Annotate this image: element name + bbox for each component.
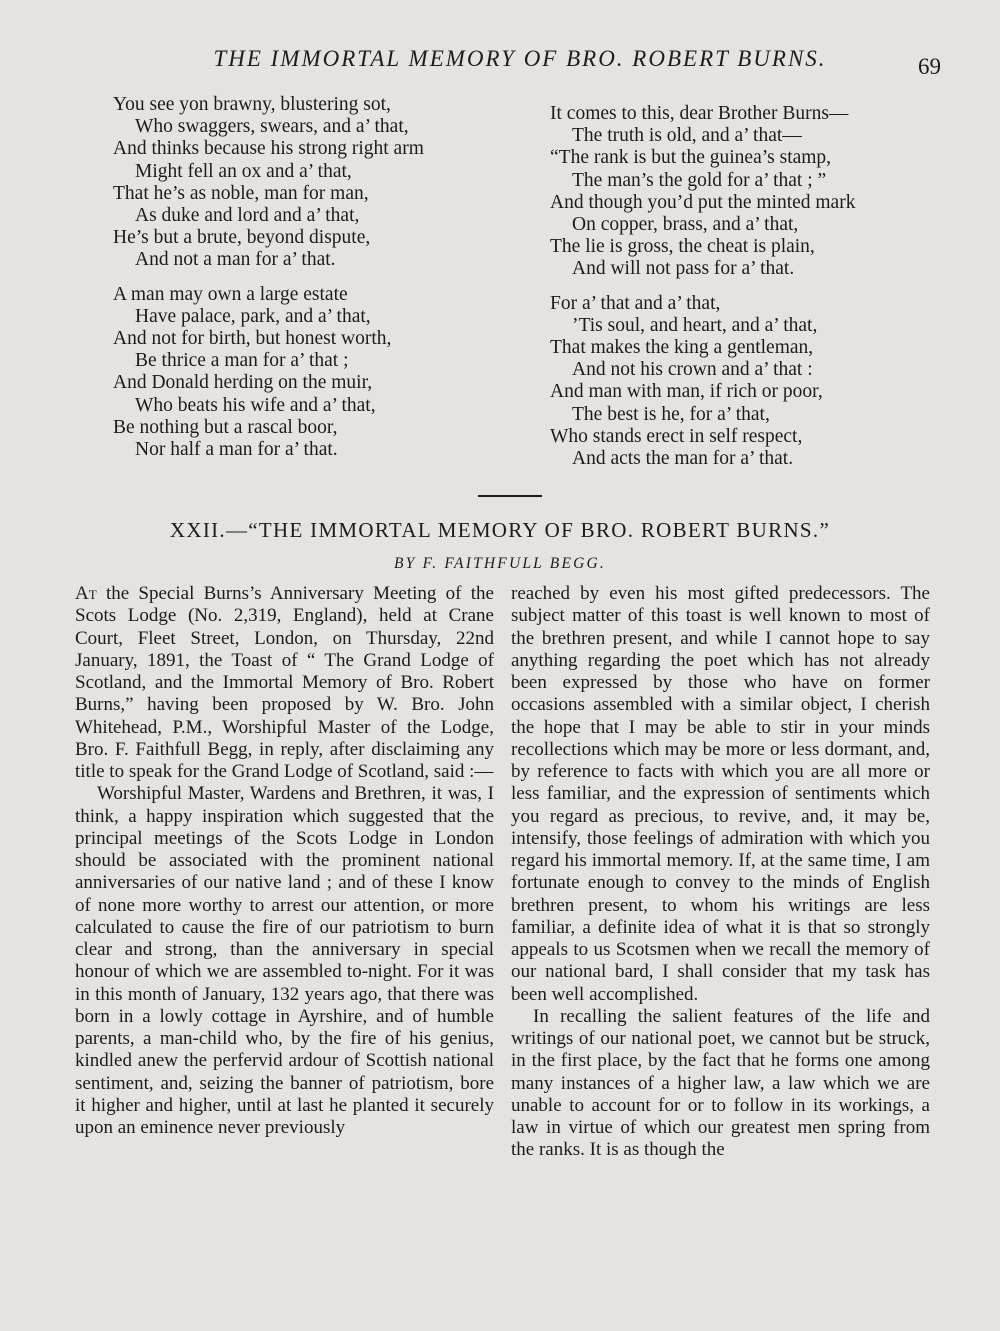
poem-line: The best is he, for a’ that, — [572, 403, 770, 425]
article-title: XXII.—“THE IMMORTAL MEMORY OF BRO. ROBERT BURNS.” — [169, 518, 831, 542]
poem-line: Might fell an ox and a’ that, — [135, 160, 352, 182]
page-number: 69 — [918, 54, 941, 79]
poem-line: You see yon brawny, blustering sot, — [113, 94, 391, 115]
poem-line: And man with man, if rich or poor, — [550, 381, 823, 403]
poem-line: ’Tis soul, and heart, and a’ that, — [572, 314, 818, 336]
poem-line: The lie is gross, the cheat is plain, — [550, 236, 815, 258]
poem-left-column — [113, 94, 513, 473]
running-head: THE IMMORTAL MEMORY OF BRO. ROBERT BURNS. — [213, 46, 827, 71]
poem-line: Who beats his wife and a’ that, — [135, 394, 376, 416]
poem-line: As duke and lord and a’ that, — [135, 205, 360, 227]
body-paragraph: Worshipful Master, Wardens and Brethren, it was, I think, a happy inspiration which suggested that the principal meetings of the Scots Lodge in London should be associated with the prominent national anniversaries of our native land ; and of these I know of none more worthy to arrest our attention, or more calculated to cause the fire of our patriotism to burn clear and strong, than the anniversary in special honour of which we are assembled to-night. For it was in this month of January, 132 years ago, that there was born in a lowly cottage in Ayrshire, and of humble parents, a man-child who, by the fire of his genius, kindled anew the perfervid ardour of Scottish national sentiment, and, seizing the banner of patriotism, bore it higher and higher, until at last he planted it securely upon an eminence never previously — [75, 783, 494, 1138]
poem-stanza — [113, 284, 513, 462]
poem-line: Nor half a man for a’ that. — [135, 439, 338, 461]
body-paragraph: reached by even his most gifted predecessors. The subject matter of this toast is well known to most of the brethren present, and while I cannot hope to say anything regarding the poet which has not already been expressed by those who have on former occasions assembled with a similar object, I cherish the hope that I may be able to stir in your minds recollections which may be more or less dormant, and, by reference to facts with which you are all more or less familiar, and the expression of sentiments which you regard as precious, to revive, and, it may be, intensify, those feelings of admiration with which you regard his immortal memory. If, at the same time, I am fortunate enough to convey to the minds of English brethren present, to whom his writings are less familiar, a definite idea of what it is that so strongly appeals to us Scotsmen when we recall the memory of our national bard, I shall consider that my task has been well accomplished. — [511, 583, 930, 1005]
body-paragraph — [75, 583, 494, 783]
poem-line: Who swaggers, swears, and a’ that, — [135, 116, 409, 138]
poem-line: Who stands erect in self respect, — [550, 425, 803, 447]
drop-lead-word: At — [75, 583, 97, 604]
poem-line: Be thrice a man for a’ that ; — [135, 350, 349, 372]
poem-line: And will not pass for a’ that. — [572, 258, 795, 280]
poem-line: And not for birth, but honest worth, — [113, 328, 392, 350]
poem-line: And not his crown and a’ that : — [572, 359, 813, 381]
poem-line: It comes to this, dear Brother Burns— — [550, 103, 849, 124]
body-right-column — [511, 583, 930, 1162]
body-left-column — [75, 583, 494, 1139]
poem-line: Be nothing but a rascal boor, — [113, 416, 338, 438]
section-divider — [478, 495, 542, 497]
poem-line: And thinks because his strong right arm — [113, 138, 424, 160]
poem-line: Have palace, park, and a’ that, — [135, 305, 371, 327]
poem-line: The man’s the gold for a’ that ; ” — [572, 169, 827, 191]
poem-stanza — [113, 94, 513, 272]
poem-line: And though you’d put the minted mark — [550, 191, 856, 213]
poem-line: “The rank is but the guinea’s stamp, — [550, 147, 832, 169]
poem-right-column — [550, 103, 950, 482]
poem-line: For a’ that and a’ that, — [550, 292, 721, 314]
poem-line: On copper, brass, and a’ that, — [572, 214, 799, 236]
poem-line: That he’s as noble, man for man, — [113, 182, 369, 204]
poem-line: And Donald herding on the muir, — [113, 372, 373, 394]
poem-line: And not a man for a’ that. — [135, 249, 336, 271]
body-paragraph: In recalling the salient features of the life and writings of our national poet, we cannot but be struck, in the first place, by the fact that he forms one among many instances of a higher law, a law which we are unable to account for or to follow in its workings, a law in virtue of which our greatest men spring from the ranks. It is as though the — [511, 1005, 930, 1161]
poem-stanza — [550, 293, 950, 471]
poem-line: The truth is old, and a’ that— — [572, 125, 802, 147]
poem-line: And acts the man for a’ that. — [572, 448, 794, 470]
poem-line: That makes the king a gentleman, — [550, 337, 814, 359]
poem-line: A man may own a large estate — [113, 283, 348, 305]
poem-line: He’s but a brute, beyond dispute, — [113, 227, 371, 249]
poem-stanza — [550, 103, 950, 281]
paragraph-text: the Special Burns’s Anniversary Meeting of the Scots Lodge (No. 2,319, England), held at Crane Court, Fleet Street, London, on Thursday, 22nd January, 1891, the Toast of “ The Grand Lodge of Scotland, and the Immortal Memory of Bro. Robert Burns,” having been proposed by W. Bro. John Whitehead, P.M., Worshipful Master of the Lodge, Bro. F. Faithfull Begg, in reply, after disclaiming any title to speak for the Grand Lodge of Scotland, said :— — [75, 583, 494, 782]
article-byline: BY F. FAITHFULL BEGG. — [394, 555, 606, 572]
